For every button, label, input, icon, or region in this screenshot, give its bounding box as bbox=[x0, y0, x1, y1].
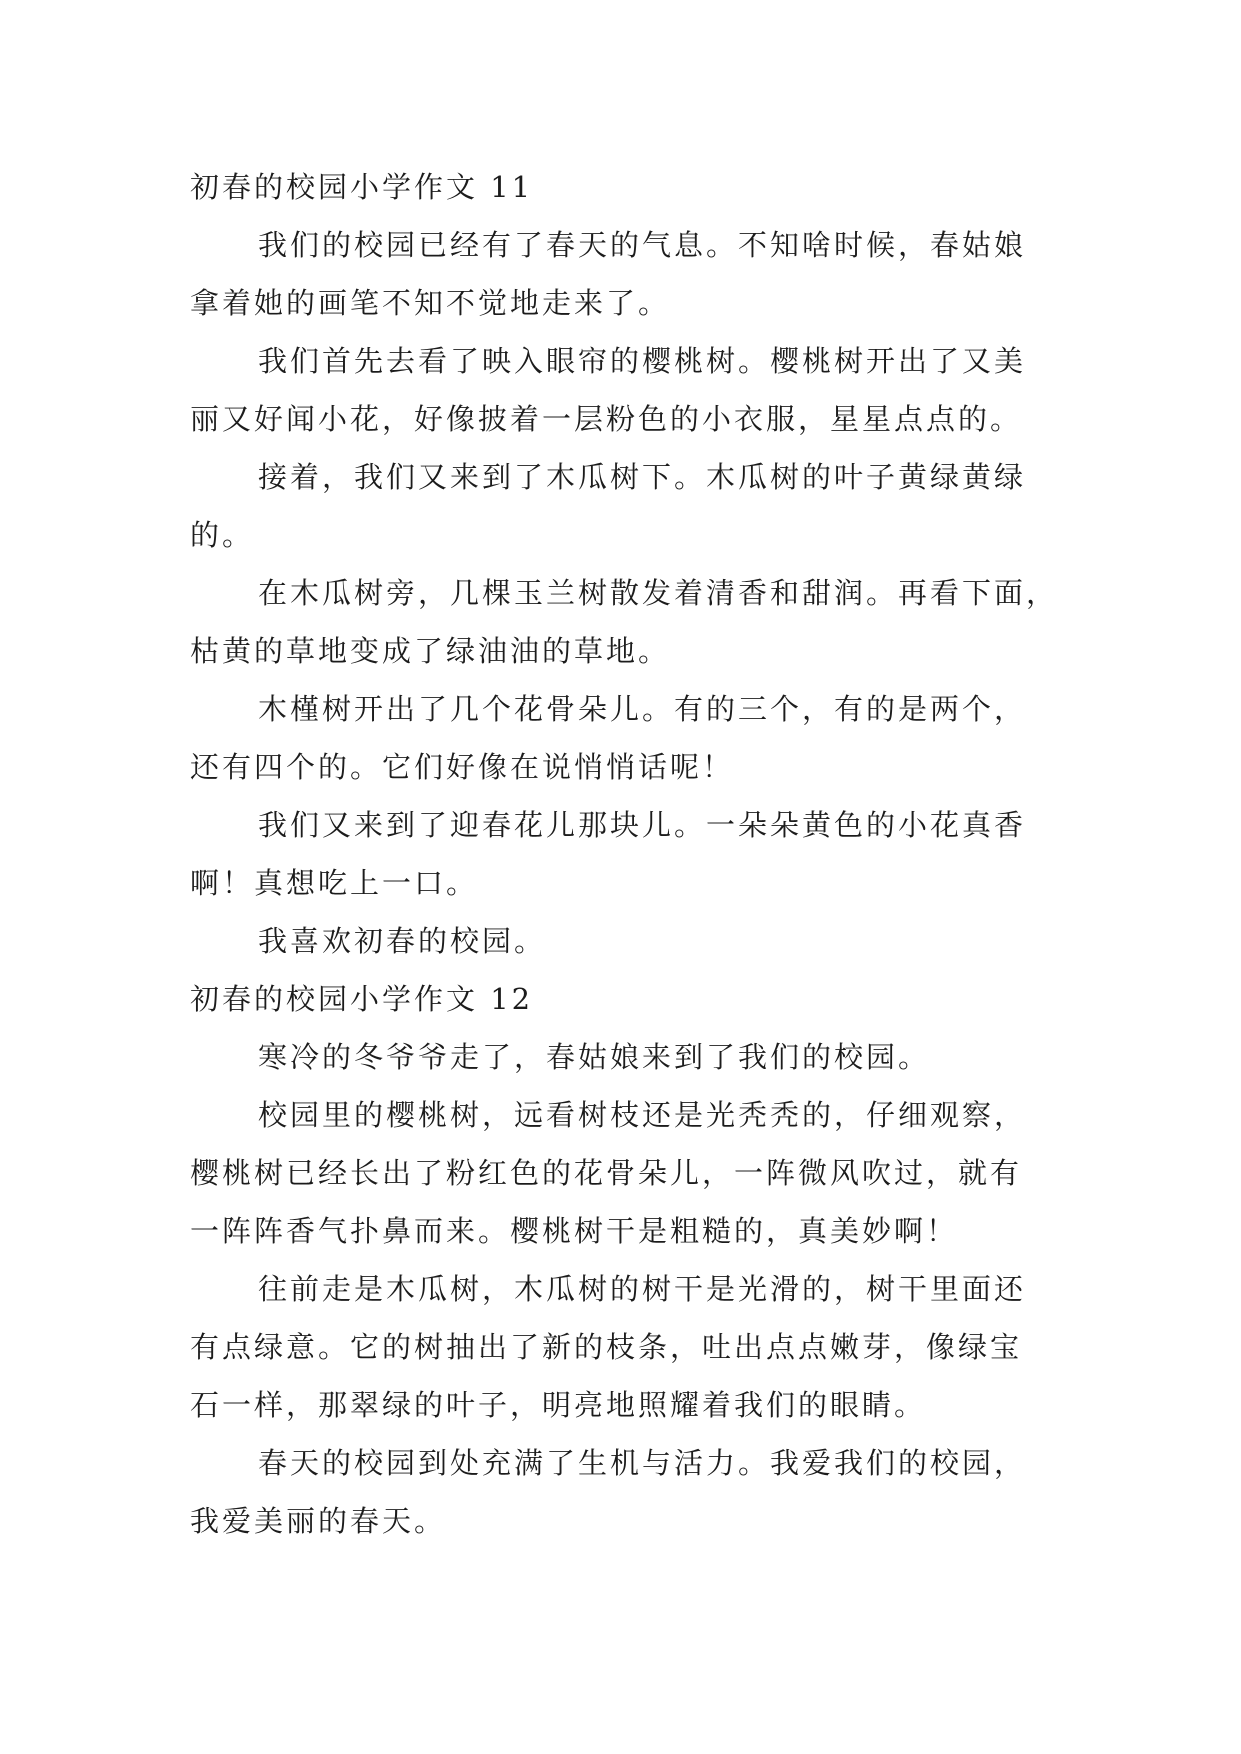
paragraph bbox=[190, 564, 1070, 680]
essay-title: 初春的校园小学作文 11 bbox=[190, 170, 534, 204]
document-body bbox=[190, 158, 1070, 1550]
text-line: 我爱美丽的春天。 bbox=[190, 1504, 447, 1538]
text-line: 春天的校园到处充满了生机与活力。我爱我们的校园， bbox=[258, 1446, 1027, 1480]
paragraph bbox=[190, 448, 1070, 564]
text-line: 的。 bbox=[190, 518, 255, 552]
text-line: 还有四个的。它们好像在说悄悄话呢！ bbox=[190, 750, 735, 784]
text-line: 拿着她的画笔不知不觉地走来了。 bbox=[190, 286, 671, 320]
text-line: 石一样，那翠绿的叶子，明亮地照耀着我们的眼睛。 bbox=[190, 1388, 927, 1422]
text-line: 我们又来到了迎春花儿那块儿。一朵朵黄色的小花真香 bbox=[258, 808, 1027, 842]
text-line: 有点绿意。它的树抽出了新的枝条，吐出点点嫩芽，像绿宝 bbox=[190, 1330, 1023, 1364]
text-line: 丽又好闻小花，好像披着一层粉色的小衣服，星星点点的。 bbox=[190, 402, 1023, 436]
paragraph bbox=[190, 1028, 1070, 1086]
text-line: 我们的校园已经有了春天的气息。不知啥时候，春姑娘 bbox=[258, 228, 1027, 262]
text-line: 樱桃树已经长出了粉红色的花骨朵儿，一阵微风吹过，就有 bbox=[190, 1156, 1023, 1190]
text-line: 啊！真想吃上一口。 bbox=[190, 866, 479, 900]
paragraph bbox=[190, 796, 1070, 912]
paragraph bbox=[190, 1260, 1070, 1434]
text-line: 我喜欢初春的校园。 bbox=[258, 924, 547, 958]
text-line: 木槿树开出了几个花骨朵儿。有的三个，有的是两个， bbox=[258, 692, 1027, 726]
text-line: 在木瓜树旁，几棵玉兰树散发着清香和甜润。再看下面， bbox=[258, 576, 1059, 610]
paragraph bbox=[190, 680, 1070, 796]
text-line: 一阵阵香气扑鼻而来。樱桃树干是粗糙的，真美妙啊！ bbox=[190, 1214, 959, 1248]
essay-title: 初春的校园小学作文 12 bbox=[190, 982, 534, 1016]
text-line: 寒冷的冬爷爷走了，春姑娘来到了我们的校园。 bbox=[258, 1040, 931, 1074]
paragraph bbox=[190, 1434, 1070, 1550]
paragraph bbox=[190, 216, 1070, 332]
paragraph bbox=[190, 332, 1070, 448]
text-line: 我们首先去看了映入眼帘的樱桃树。樱桃树开出了又美 bbox=[258, 344, 1027, 378]
text-line: 往前走是木瓜树，木瓜树的树干是光滑的，树干里面还 bbox=[258, 1272, 1027, 1306]
text-line: 校园里的樱桃树，远看树枝还是光秃秃的，仔细观察， bbox=[258, 1098, 1027, 1132]
paragraph bbox=[190, 1086, 1070, 1260]
text-line: 枯黄的草地变成了绿油油的草地。 bbox=[190, 634, 671, 668]
paragraph bbox=[190, 912, 1070, 970]
text-line: 接着，我们又来到了木瓜树下。木瓜树的叶子黄绿黄绿 bbox=[258, 460, 1027, 494]
